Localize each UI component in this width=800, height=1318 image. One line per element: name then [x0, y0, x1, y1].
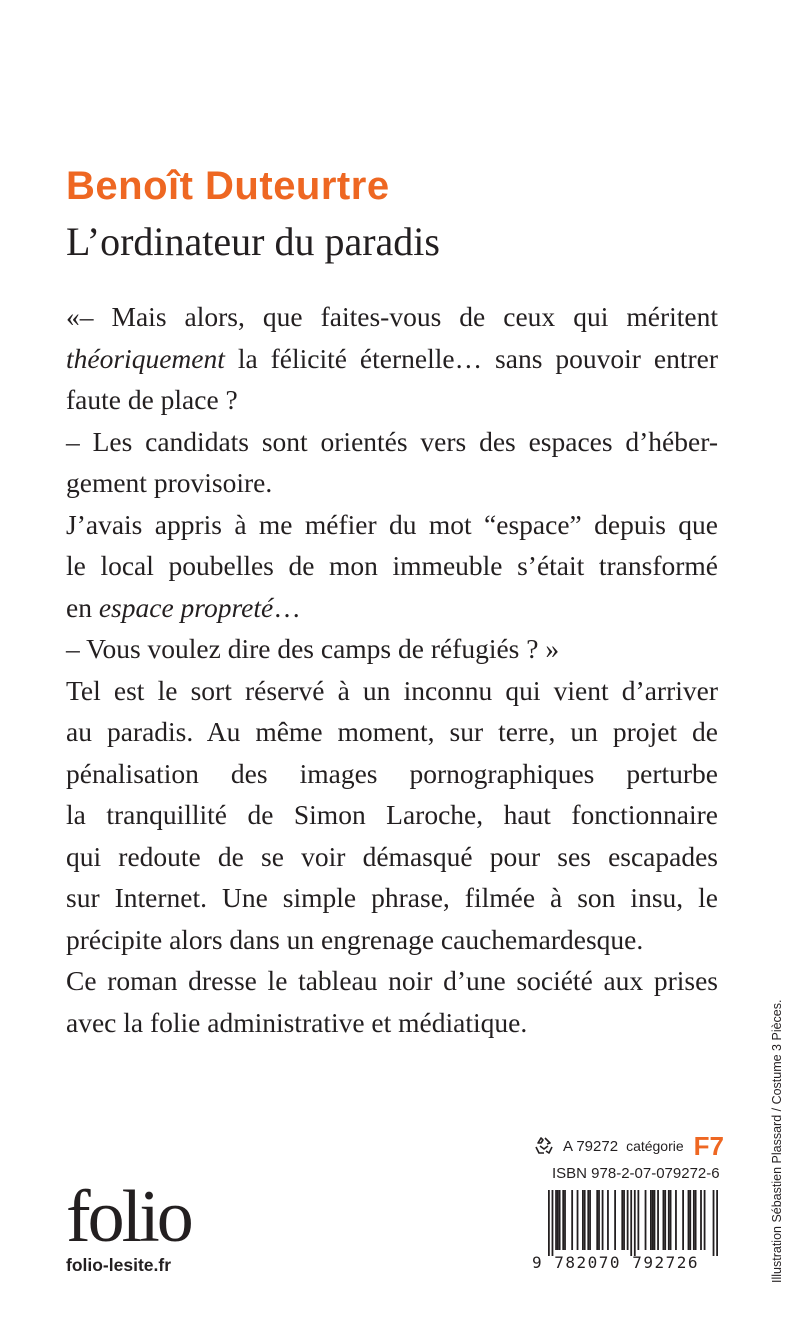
barcode-bar [664, 1190, 666, 1250]
isbn: ISBN 978-2-07-079272-6 [552, 1165, 720, 1182]
blurb-line: précipite alors dans un engrenage cauchemardesque. [66, 923, 644, 955]
barcode-bar [668, 1190, 670, 1250]
illustration-credit: Illustration Sébastien Plassard / Costume 3 Pièces. [770, 999, 784, 1283]
barcode-bar [621, 1190, 623, 1250]
barcode-bar [623, 1190, 625, 1250]
barcode-bar [584, 1190, 586, 1250]
barcode-bar [564, 1190, 566, 1250]
barcode-bar [650, 1190, 652, 1250]
blurb-line: la tranquillité de Simon Laroche, haut fonctionnaire [66, 799, 718, 830]
blurb-italic: théoriquement [66, 342, 225, 374]
publisher-website: folio-lesite.fr [66, 1255, 172, 1275]
barcode-guard-bar [713, 1190, 715, 1256]
catalog-code: A 79272 [563, 1137, 619, 1155]
blurb-line [66, 587, 718, 629]
barcode-bar [670, 1190, 672, 1250]
barcode-bar [689, 1190, 691, 1250]
barcode-bar [654, 1190, 656, 1250]
barcode-bar [577, 1190, 579, 1250]
barcode-bar [645, 1190, 647, 1250]
blurb-line: Ce roman dresse le tableau noir d’une société aux prises [66, 965, 718, 996]
barcode-bar [589, 1190, 591, 1250]
recycle-icon [533, 1136, 555, 1156]
blurb-line: faute de place ? [66, 384, 238, 415]
barcode-bar [688, 1190, 690, 1250]
barcode-bar [596, 1190, 598, 1250]
barcode-guard-bar [630, 1190, 632, 1256]
barcode-bar [598, 1190, 600, 1250]
blurb-line: – Vous voulez dire des camps de réfugiés ? » [66, 633, 560, 664]
barcode-bar [704, 1190, 706, 1250]
barcode-bar [657, 1190, 659, 1250]
barcode-bar [695, 1190, 697, 1250]
blurb-line: – Les candidats sont orientés vers des espaces d’héber- [66, 425, 718, 457]
barcode-bar [559, 1190, 561, 1250]
blurb-line: «– Mais alors, que faites-vous de ceux qui méritent [66, 301, 718, 332]
barcode-bar [582, 1190, 584, 1250]
blurb-line: au paradis. Au même moment, sur terre, un projet de [66, 716, 718, 747]
blurb-line [66, 338, 718, 380]
barcode-bar [557, 1190, 559, 1250]
barcode-number: 9 782070 792726 [532, 1253, 699, 1272]
barcode-bar [663, 1190, 665, 1250]
barcode-guard-bar [548, 1190, 550, 1256]
barcode [548, 1190, 718, 1256]
barcode-guard-bar [634, 1190, 636, 1256]
catalog-line [533, 1130, 724, 1161]
blurb-line: qui redoute de se voir démasqué pour ses escapades [66, 840, 718, 872]
blurb-line: pénalisation des images pornographiques perturbe [66, 757, 718, 789]
barcode-bar [700, 1190, 702, 1250]
category-value: F7 [693, 1130, 724, 1161]
barcode-guard-bar [716, 1190, 718, 1256]
blurb-line: J’avais appris à me méfier du mot “espace” depuis que [66, 508, 718, 540]
author-name: Benoît Duteurtre [66, 164, 390, 208]
barcode-bar [682, 1190, 684, 1250]
barcode-bar [571, 1190, 573, 1250]
blurb-line: sur Internet. Une simple phrase, filmée à son insu, le [66, 882, 718, 913]
barcode-bar [637, 1190, 639, 1250]
barcode-bar [607, 1190, 609, 1250]
blurb-text: la félicité éternelle… sans pouvoir entrer [224, 342, 718, 374]
barcode-bar [693, 1190, 695, 1250]
blurb-line: le local poubelles de mon immeuble s’était transformé [66, 550, 718, 581]
blurb-text: en [66, 591, 99, 623]
back-cover-blurb [66, 296, 718, 1043]
barcode-bar [614, 1190, 616, 1250]
blurb-line: avec la folie administrative et médiatique. [66, 1006, 528, 1038]
barcode-guard-bar [552, 1190, 554, 1256]
barcode-bar [627, 1190, 629, 1250]
blurb-italic: espace propreté [98, 591, 274, 623]
category-label: catégorie [626, 1138, 684, 1154]
barcode-bar [652, 1190, 654, 1250]
blurb-line: Tel est le sort réservé à un inconnu qui vient d’arriver [66, 674, 718, 706]
barcode-bar [562, 1190, 564, 1250]
barcode-bar [587, 1190, 589, 1250]
barcode-bar [675, 1190, 677, 1250]
blurb-text: … [273, 591, 301, 623]
blurb-line: gement provisoire. [66, 467, 273, 498]
publisher-logo: folio [66, 1176, 191, 1258]
barcode-bar [602, 1190, 604, 1250]
book-title: L’ordinateur du paradis [66, 219, 440, 264]
barcode-bar [555, 1190, 557, 1250]
